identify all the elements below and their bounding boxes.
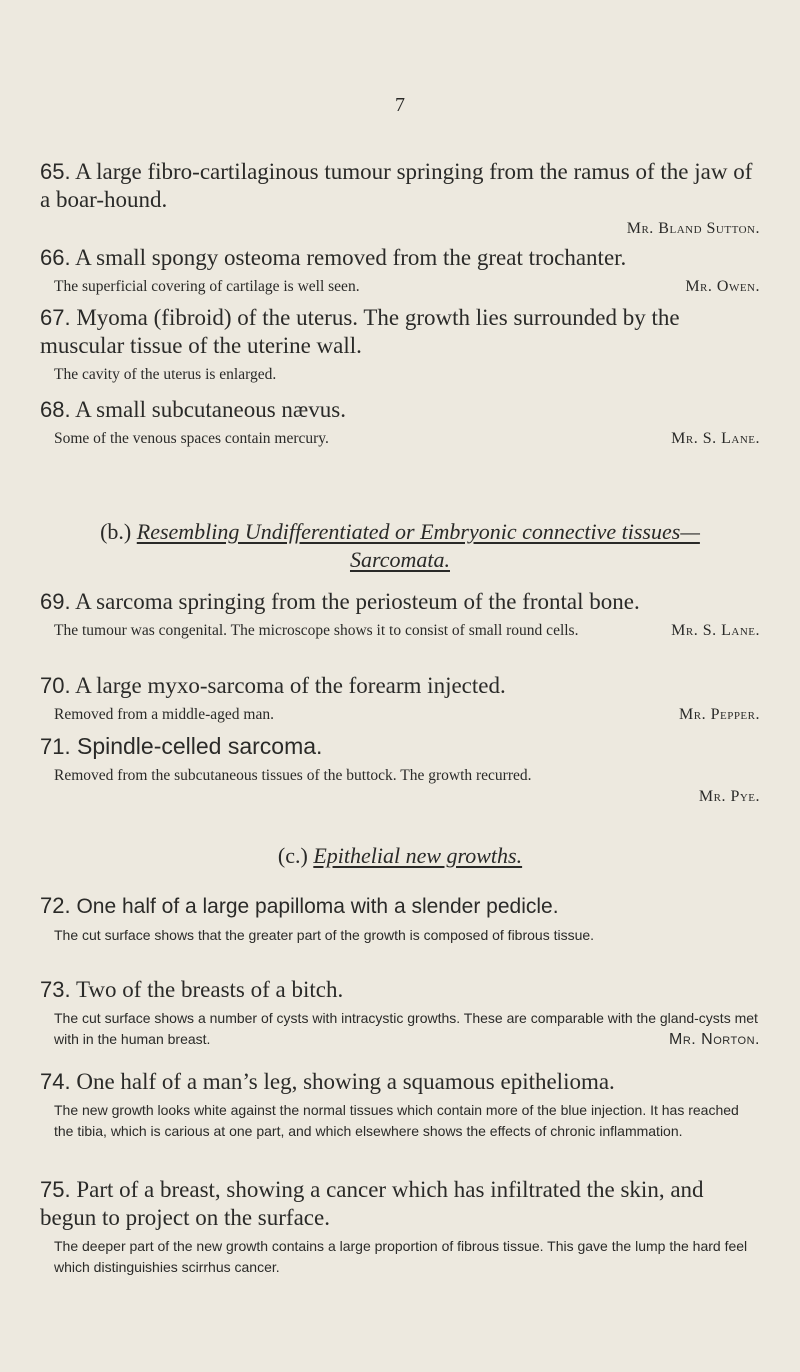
entry-author: Mr. Owen.: [685, 278, 760, 295]
entry-note: The cut surface shows that the greater part of the growth is composed of fibrous tissue.: [54, 927, 595, 943]
entry-66: [40, 244, 760, 297]
entry-note: The cut surface shows a number of cysts with intracystic growths. These are comparable with the gland-cysts met with in the human breast.: [54, 1010, 758, 1047]
entry-title: Spindle-celled sarcoma.: [76, 733, 323, 759]
entry-title: A sarcoma springing from the periosteum of the frontal bone.: [75, 589, 640, 614]
section-title: Resembling Undifferentiated or Embryonic connective tissues—: [136, 519, 700, 544]
entry-note: The cavity of the uterus is enlarged.: [54, 366, 277, 383]
entry-title: A large myxo-sarcoma of the forearm injected.: [75, 673, 506, 698]
entry-70: [40, 672, 760, 725]
entry-number: 71.: [40, 734, 71, 759]
entry-number: 69.: [40, 589, 71, 614]
entry-68: [40, 396, 760, 449]
entry-note: The superficial covering of cartilage is well seen.: [54, 278, 360, 295]
section-subtitle: Sarcomata.: [349, 547, 450, 572]
entry-number: 65.: [40, 159, 71, 184]
entry-title: One half of a man’s leg, showing a squamous epithelioma.: [76, 1069, 615, 1094]
entry-note: The new growth looks white against the normal tissues which contain more of the blue injection. It has reached the tibia, which is carious at one part, and which elsewhere shows the effects of chronic inflammation.: [54, 1102, 739, 1139]
entry-author: Mr. Pye.: [698, 788, 760, 805]
section-title: Epithelial new growths.: [313, 843, 523, 868]
entry-number: 75.: [40, 1177, 71, 1202]
entry-note: Some of the venous spaces contain mercury.: [54, 430, 329, 447]
section-b-heading: [0, 518, 800, 574]
entry-title: A small spongy osteoma removed from the great trochanter.: [75, 245, 627, 270]
entry-title: A large fibro-cartilaginous tumour springing from the ramus of the jaw of a boar-hound.: [40, 159, 753, 212]
section-label: (c.): [277, 843, 308, 868]
entry-number: 73.: [40, 977, 71, 1002]
entry-number: 67.: [40, 305, 71, 330]
entry-number: 72.: [40, 893, 71, 918]
page-number: 7: [395, 94, 405, 116]
entry-author: Mr. Pepper.: [679, 706, 760, 723]
entry-75: [40, 1176, 760, 1278]
entry-title: Two of the breasts of a bitch.: [75, 977, 344, 1002]
entry-71: [40, 732, 760, 807]
entry-number: 74.: [40, 1069, 71, 1094]
entry-author: Mr. S. Lane.: [671, 622, 760, 639]
section-c-heading: [0, 842, 800, 870]
entry-note: The deeper part of the new growth contains a large proportion of fibrous tissue. This gave the lump the hard feel which distinguishies scirrhus cancer.: [54, 1238, 748, 1275]
entry-72: [40, 892, 760, 946]
entry-number: 68.: [40, 397, 71, 422]
entry-note: The tumour was congenital. The microscope shows it to consist of small round cells.: [54, 622, 579, 639]
entry-title: A small subcutaneous nævus.: [75, 397, 346, 422]
entry-number: 66.: [40, 245, 71, 270]
entry-69: [40, 588, 760, 641]
entry-65: [40, 158, 760, 239]
entry-74: [40, 1068, 760, 1142]
entry-author: Mr. Bland Sutton.: [626, 220, 760, 237]
entry-author: Mr. S. Lane.: [671, 430, 760, 447]
section-label: (b.): [100, 519, 132, 544]
entry-author: Mr. Norton.: [669, 1031, 760, 1048]
entry-67: [40, 304, 760, 385]
entry-note: Removed from a middle-aged man.: [54, 706, 274, 723]
entry-title: Part of a breast, showing a cancer which has infiltrated the skin, and begun to project on the surface.: [40, 1177, 704, 1230]
entry-73: [40, 976, 760, 1050]
entry-title: One half of a large papilloma with a slender pedicle.: [76, 895, 559, 918]
entry-title: Myoma (fibroid) of the uterus. The growth lies surrounded by the muscular tissue of the uterine wall.: [40, 305, 680, 358]
entry-number: 70.: [40, 673, 71, 698]
entry-note: Removed from the subcutaneous tissues of the buttock. The growth recurred.: [54, 767, 532, 784]
